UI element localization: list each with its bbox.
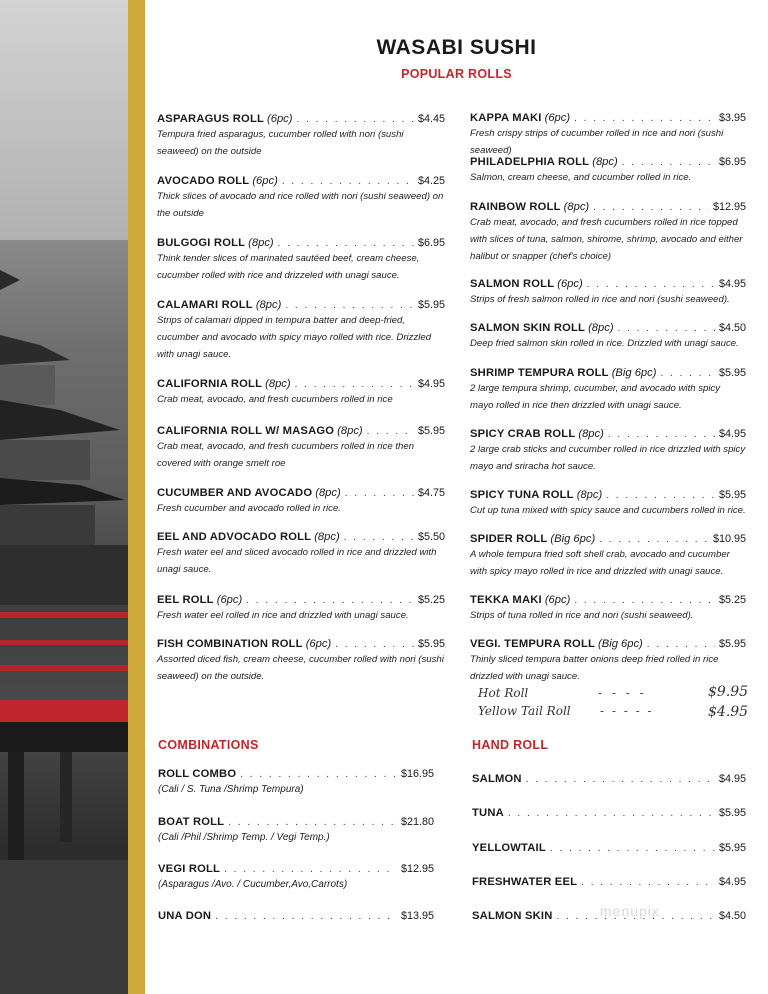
combo-item: [158, 816, 434, 846]
item-name: AVOCADO ROLL: [157, 175, 250, 187]
section-title-hand-roll: HAND ROLL: [472, 738, 549, 752]
menu-item: [157, 487, 445, 517]
item-description: Salmon, cream cheese, and cucumber rolled in rice.: [470, 172, 692, 183]
item-name: EEL ROLL: [157, 594, 214, 606]
menu-item: [470, 322, 746, 352]
item-pieces: (8pc): [592, 156, 618, 168]
item-price: $5.95: [718, 842, 746, 854]
item-price: $4.95: [718, 773, 746, 785]
item-name: SPICY TUNA ROLL: [470, 489, 574, 501]
menu-item: [157, 299, 445, 363]
item-name: SPIDER ROLL: [470, 533, 548, 545]
item-price: $4.50: [718, 910, 746, 922]
item-description: Cut up tuna mixed with spicy sauce and cucumbers rolled in rice.: [470, 505, 746, 516]
item-name: VEGI. TEMPURA ROLL: [470, 638, 596, 650]
item-name: CALIFORNIA ROLL: [157, 378, 263, 390]
item-name: SALMON: [472, 773, 522, 785]
item-pieces: (Big 6pc): [611, 367, 657, 379]
menu-item: [470, 278, 746, 308]
item-name: FISH COMBINATION ROLL: [157, 638, 303, 650]
item-name: SHRIMP TEMPURA ROLL: [470, 367, 609, 379]
item-description: 2 large crab sticks and cucumber rolled in rice drizzled with spicy mayo and sriracha hot sauce.: [470, 444, 746, 472]
item-description: Crab meat, avocado, and fresh cucumbers rolled in rice: [157, 394, 393, 405]
menu-item: [470, 638, 746, 685]
item-price: $4.95: [718, 876, 746, 888]
item-name: RAINBOW ROLL: [470, 201, 561, 213]
item-price: $12.95: [712, 201, 746, 213]
combo-item: [158, 768, 434, 798]
handwritten-item-price: $4.95: [708, 704, 749, 720]
item-name: FRESHWATER EEL: [472, 876, 578, 888]
item-name: CALAMARI ROLL: [157, 299, 253, 311]
item-name: KAPPA MAKI: [470, 112, 542, 124]
item-price: $4.95: [718, 428, 746, 440]
hand-roll-item: [472, 773, 746, 785]
item-price: $10.95: [712, 533, 746, 545]
item-pieces: (8pc): [337, 425, 363, 437]
menu-item: [157, 531, 445, 578]
menu-item: [157, 237, 445, 284]
pagoda-photo: [0, 0, 128, 994]
item-name: PHILADELPHIA ROLL: [470, 156, 590, 168]
item-pieces: (8pc): [248, 237, 274, 249]
item-price: $4.25: [417, 175, 445, 187]
menu-item: [157, 378, 445, 408]
item-price: $12.95: [400, 863, 434, 875]
menu-item: [157, 638, 445, 685]
menu-item: [470, 201, 746, 265]
item-pieces: (8pc): [588, 322, 614, 334]
item-description: Assorted diced fish, cream cheese, cucumber rolled with nori (sushi seaweed) on the outside.: [157, 654, 444, 682]
item-pieces: (6pc): [267, 113, 293, 125]
pagoda-illustration: [0, 0, 128, 994]
item-description: (Cali /Phil /Shrimp Temp. / Vegi Temp.): [158, 832, 330, 843]
hand-roll-item: [472, 842, 746, 854]
handwritten-dots: - - - -: [598, 686, 647, 700]
item-description: Strips of tuna rolled in rice and nori (sushi seaweed).: [470, 610, 694, 621]
section-title-popular-rolls: POPULAR ROLLS: [401, 67, 512, 81]
item-price: $3.95: [718, 112, 746, 124]
item-description: Fresh cucumber and avocado rolled in rice.: [157, 503, 341, 514]
item-name: CUCUMBER AND AVOCADO: [157, 487, 313, 499]
item-pieces: (6pc): [305, 638, 332, 650]
menu-item: [157, 425, 445, 472]
item-price: $5.50: [417, 531, 445, 543]
menu-item: [470, 156, 746, 186]
item-price: $5.95: [718, 367, 746, 379]
item-description: Fresh water eel rolled in rice and drizzled with unagi sauce.: [157, 610, 409, 621]
item-name: UNA DON: [158, 910, 212, 922]
item-name: EEL AND ADVOCADO ROLL: [157, 531, 312, 543]
item-price: $5.95: [718, 807, 746, 819]
item-description: Crab meat, avocado, and fresh cucumbers rolled in rice topped with slices of tuna, salmon, shirome, shrimp, avocado and either halibut or snapper (chef's choice): [470, 217, 743, 262]
item-description: Fresh water eel and sliced avocado rolled in rice and drizzled with unagi sauce.: [157, 547, 437, 575]
item-name: TEKKA MAKI: [470, 594, 542, 606]
item-description: Think tender slices of marinated sautéed beef, cream cheese, cucumber rolled with rice and drizzeled with unagi sauce.: [157, 253, 420, 281]
item-description: 2 large tempura shrimp, cucumber, and avocado with spicy mayo rolled in rice then drizzled with unagi sauce.: [470, 383, 721, 411]
item-pieces: (6pc): [252, 175, 278, 187]
item-price: $4.75: [417, 487, 445, 499]
restaurant-title: WASABI SUSHI: [376, 36, 537, 59]
item-description: (Asparagus /Avo. / Cucumber,Avo,Carrots): [158, 879, 348, 890]
item-name: SPICY CRAB ROLL: [470, 428, 576, 440]
item-description: Deep fried salmon skin rolled in rice. Drizzled with unagi sauce.: [470, 338, 739, 349]
menu-item: [470, 594, 746, 624]
hand-roll-item: [472, 807, 746, 819]
item-price: $5.95: [718, 489, 746, 501]
item-price: $6.95: [718, 156, 746, 168]
item-pieces: (6pc): [557, 278, 583, 290]
item-price: $5.25: [417, 594, 445, 606]
item-price: $4.95: [417, 378, 445, 390]
menu-item: [157, 594, 445, 624]
item-name: ASPARAGUS ROLL: [157, 113, 265, 125]
menu-item: [157, 113, 445, 160]
item-pieces: (8pc): [265, 378, 291, 390]
menu-item: [157, 175, 445, 222]
menu-item: [470, 112, 746, 159]
item-description: Tempura fried asparagus, cucumber rolled with nori (sushi seaweed) on the outside: [157, 129, 404, 157]
item-pieces: (Big 6pc): [550, 533, 596, 545]
item-price: $13.95: [400, 910, 434, 922]
item-name: YELLOWTAIL: [472, 842, 546, 854]
item-pieces: (8pc): [563, 201, 590, 213]
item-pieces: (8pc): [576, 489, 603, 501]
menu-item: [470, 367, 746, 414]
item-price: $16.95: [400, 768, 434, 780]
item-description: (Cali / S. Tuna /Shrimp Tempura): [158, 784, 304, 795]
handwritten-dots: - - - - -: [600, 704, 654, 718]
item-name: ROLL COMBO: [158, 768, 237, 780]
item-price: $21.80: [400, 816, 434, 828]
item-name: SALMON SKIN: [472, 910, 553, 922]
item-pieces: (6pc): [544, 112, 571, 124]
item-description: Strips of calamari dipped in tempura batter and deep-fried, cucumber and avocado with spicy mayo rolled with rice. Drizzled with unagi sauce.: [157, 315, 432, 360]
gold-divider-bar: [128, 0, 145, 994]
item-name: VEGI ROLL: [158, 863, 221, 875]
handwritten-item-price: $9.95: [708, 684, 749, 700]
item-pieces: (8pc): [314, 531, 340, 543]
item-description: A whole tempura fried soft shell crab, avocado and cucumber with spicy mayo rolled in rice and drizzled with unagi sauce.: [470, 549, 730, 577]
item-description: Crab meat, avocado, and fresh cucumbers rolled in rice then covered with orange smelt roe: [157, 441, 415, 469]
watermark: menupix: [600, 903, 660, 919]
menu-item: [470, 428, 746, 475]
handwritten-item-name: Hot Roll: [478, 686, 529, 700]
item-description: Thinly sliced tempura batter onions deep fried rolled in rice drizzled with unagi sauce.: [470, 654, 719, 682]
combo-item: [158, 910, 434, 922]
item-price: $5.95: [417, 299, 445, 311]
item-price: $4.45: [417, 113, 445, 125]
item-description: Fresh crispy strips of cucumber rolled in rice and nori (sushi seaweed): [470, 128, 724, 156]
item-name: CALIFORNIA ROLL W/ MASAGO: [157, 425, 335, 437]
item-price: $5.95: [718, 638, 746, 650]
item-price: $5.95: [417, 638, 445, 650]
item-description: Thick slices of avocado and rice rolled with nori (sushi seaweed) on the outside: [157, 191, 444, 219]
item-name: SALMON ROLL: [470, 278, 555, 290]
item-pieces: (Big 6pc): [598, 638, 643, 650]
item-price: $5.25: [718, 594, 746, 606]
menu-item: [470, 489, 746, 519]
item-pieces: (8pc): [255, 299, 282, 311]
item-pieces: (6pc): [544, 594, 571, 606]
section-title-combinations: COMBINATIONS: [158, 738, 259, 752]
item-price: $6.95: [417, 237, 445, 249]
item-name: SALMON SKIN ROLL: [470, 322, 586, 334]
item-description: Strips of fresh salmon rolled in rice and nori (sushi seaweed).: [470, 294, 730, 305]
combo-item: [158, 863, 434, 893]
item-name: BOAT ROLL: [158, 816, 225, 828]
item-price: $4.95: [718, 278, 746, 290]
item-name: BULGOGI ROLL: [157, 237, 246, 249]
handwritten-item-name: Yellow Tail Roll: [478, 704, 571, 718]
item-price: $4.50: [718, 322, 746, 334]
item-price: $5.95: [417, 425, 445, 437]
hand-roll-item: [472, 876, 746, 888]
item-name: TUNA: [472, 807, 504, 819]
item-pieces: (6pc): [216, 594, 243, 606]
menu-item: [470, 533, 746, 580]
item-pieces: (8pc): [315, 487, 341, 499]
item-pieces: (8pc): [578, 428, 604, 440]
